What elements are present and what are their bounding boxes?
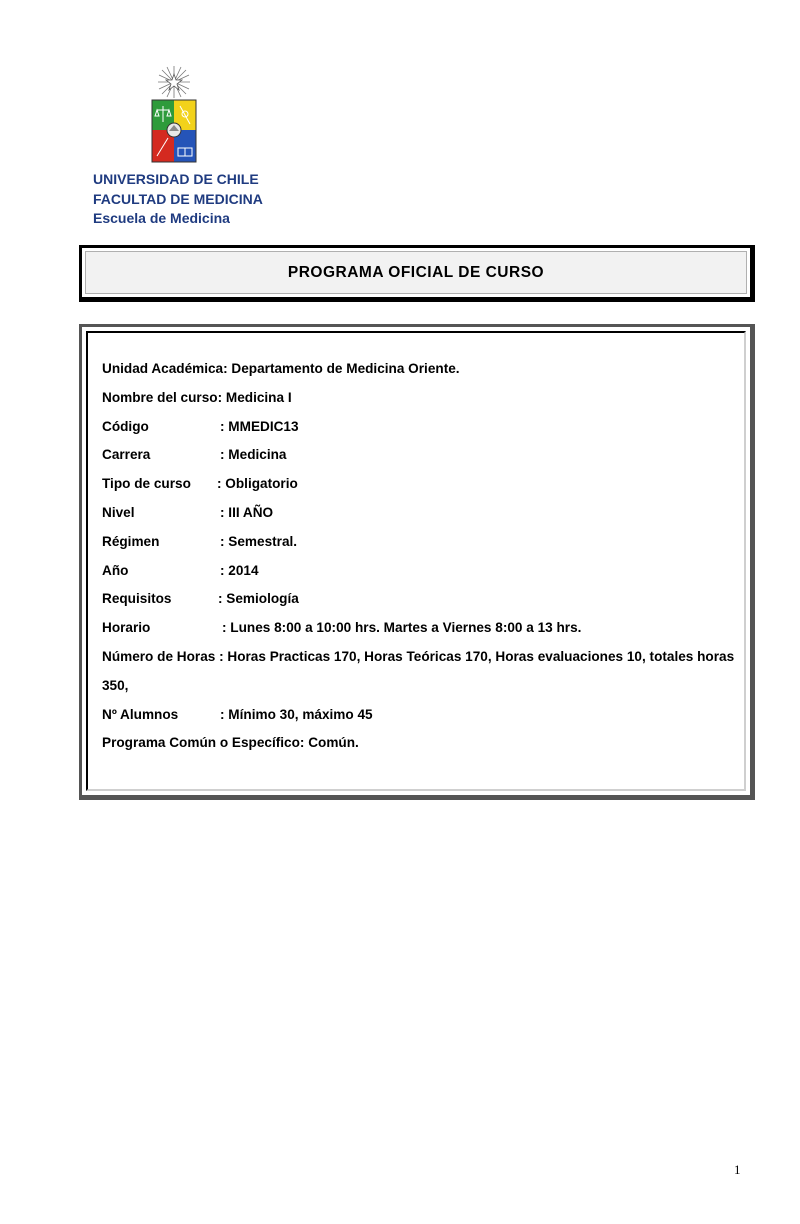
horario-row bbox=[102, 614, 742, 643]
nombre-text: Nombre del curso: Medicina I bbox=[102, 389, 292, 405]
unidad-text: Unidad Académica: Departamento de Medicina Oriente. bbox=[102, 361, 460, 376]
nivel-value: : III AÑO bbox=[220, 504, 274, 520]
horas-row bbox=[102, 643, 742, 701]
horario-value: : Lunes 8:00 a 10:00 hrs. Martes a Viernes 8:00 a 13 hrs. bbox=[222, 620, 582, 636]
requisitos-value: : Semiología bbox=[218, 591, 299, 607]
carrera-label: Carrera bbox=[102, 447, 151, 463]
faculty-name: FACULTAD DE MEDICINA bbox=[93, 190, 263, 207]
horario-label: Horario bbox=[102, 620, 151, 636]
requisitos-row bbox=[102, 585, 742, 614]
codigo-row bbox=[102, 413, 742, 442]
programa-row bbox=[102, 729, 742, 758]
title-inner bbox=[85, 251, 747, 294]
codigo-value: : MMEDIC13 bbox=[220, 418, 299, 434]
school-name: Escuela de Medicina bbox=[93, 210, 230, 226]
nivel-row bbox=[102, 499, 742, 528]
carrera-row bbox=[102, 441, 742, 470]
carrera-value: : Medicina bbox=[220, 447, 287, 463]
nombre-row bbox=[102, 384, 742, 413]
alumnos-value: : Mínimo 30, máximo 45 bbox=[220, 706, 373, 722]
anio-label: Año bbox=[102, 562, 129, 578]
university-crest-icon bbox=[148, 64, 200, 164]
codigo-label: Código bbox=[102, 418, 149, 434]
tipo-label: Tipo de curso bbox=[102, 476, 191, 492]
institution-block bbox=[93, 170, 263, 229]
regimen-row bbox=[102, 528, 742, 557]
regimen-value: : Semestral. bbox=[220, 533, 298, 549]
page-number: 1 bbox=[734, 1162, 741, 1177]
nivel-label: Nivel bbox=[102, 504, 135, 520]
title-box bbox=[79, 245, 755, 302]
university-name: UNIVERSIDAD DE CHILE bbox=[93, 171, 259, 187]
alumnos-label: Nº Alumnos bbox=[102, 706, 179, 722]
tipo-row bbox=[102, 470, 742, 499]
regimen-label: Régimen bbox=[102, 533, 160, 549]
programa-text: Programa Común o Específico: Común. bbox=[102, 735, 359, 751]
tipo-value: : Obligatorio bbox=[217, 476, 298, 492]
requisitos-label: Requisitos bbox=[102, 591, 172, 607]
anio-row bbox=[102, 557, 742, 586]
alumnos-row bbox=[102, 701, 742, 730]
unidad-row bbox=[102, 355, 742, 384]
document-title: PROGRAMA OFICIAL DE CURSO bbox=[287, 263, 545, 281]
horas-text: Número de Horas : Horas Practicas 170, Horas Teóricas 170, Horas evaluaciones 10, totales horas 350, bbox=[102, 648, 735, 693]
anio-value: : 2014 bbox=[220, 562, 259, 578]
course-info-list bbox=[102, 355, 742, 758]
